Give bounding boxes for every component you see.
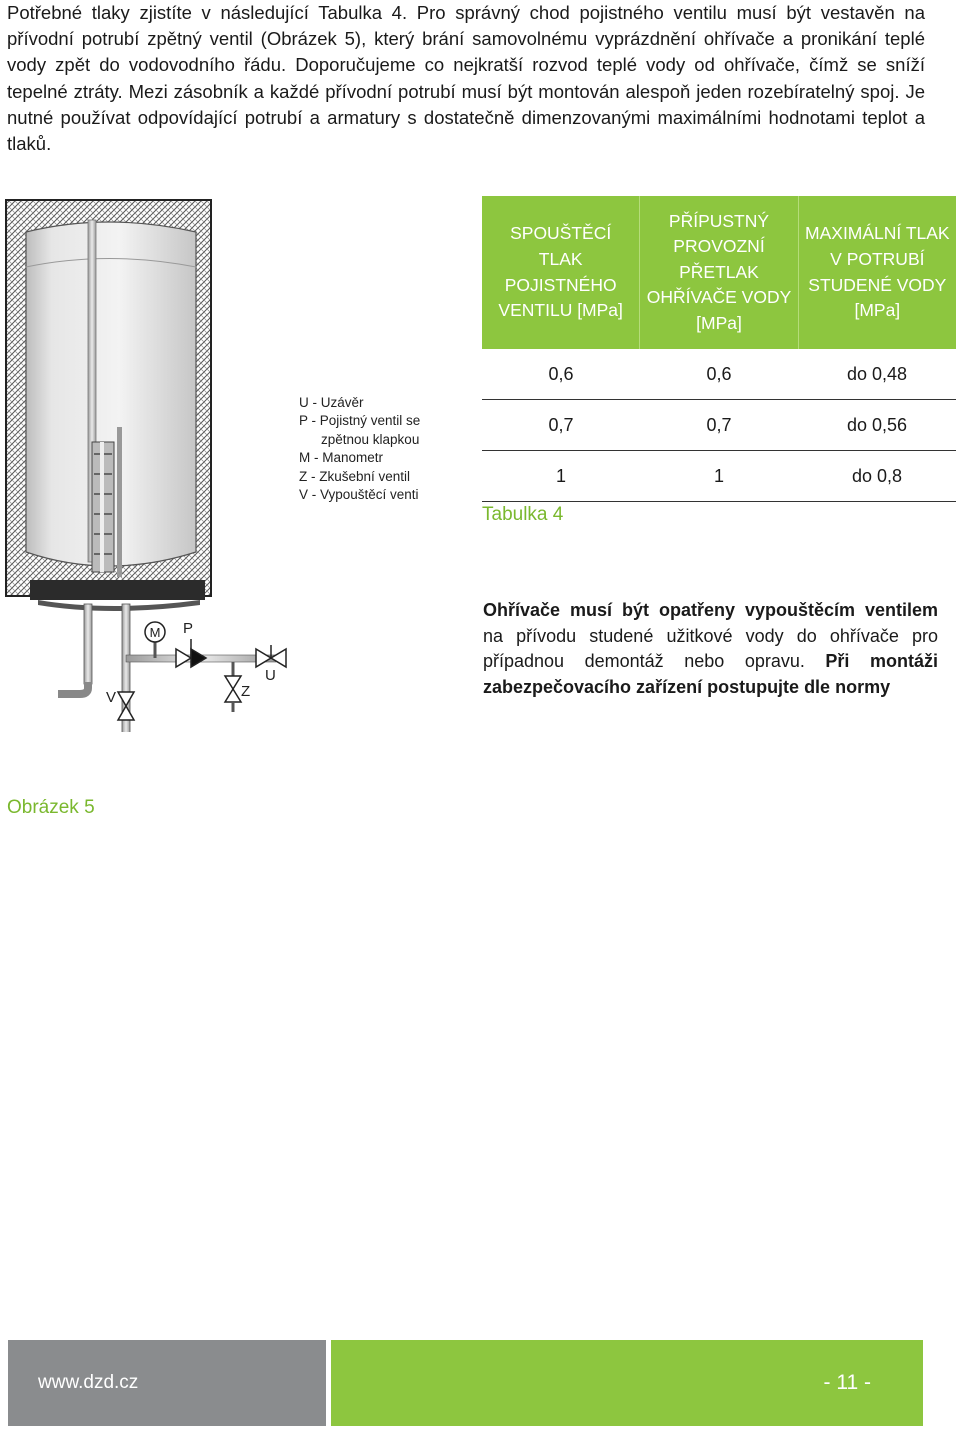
table-caption: Tabulka 4	[482, 504, 564, 525]
table-header-cell: SPOUŠTĚCÍ TLAK POJISTNÉHO VENTILU [MPa]	[482, 196, 640, 349]
table-row	[482, 451, 956, 502]
table-cell: do 0,56	[846, 414, 908, 435]
table-row	[482, 400, 956, 451]
table-cell: 1	[713, 465, 724, 486]
legend-item-v: V - Vypouštěcí venti	[299, 487, 419, 503]
shutoff-valve-label: U	[265, 667, 276, 684]
test-valve-label: Z	[241, 683, 251, 700]
table-cell: do 0,48	[846, 363, 908, 384]
intro-sentence-1: Potřebné tlaky zjistíte v následující Tabulka 4. Pro správný chod pojistného ventilu musí být vestavěn na přívodní potrubí zpětný ventil (Obrázek 5), který brání samovolnému vyprázdnění ohřívače a pronikání teplé vody zpět do vodovodního řádu.	[7, 2, 925, 76]
note-bold-2: Při montáži zabezpečovacího zařízení postupujte dle normy	[483, 651, 938, 697]
footer-website	[8, 1340, 326, 1426]
footer-page-number-box	[331, 1340, 923, 1426]
drain-valve-label: V	[106, 689, 117, 706]
diagram-legend	[299, 394, 429, 504]
legend-item-p: P - Pojistný ventil se	[299, 413, 421, 429]
note-text: na přívodu studené užitkové vody do ohřívače pro případnou demontáž nebo opravu.	[483, 625, 938, 672]
table-cell: 0,7	[706, 414, 732, 435]
footer-url: www.dzd.cz	[38, 1372, 139, 1393]
legend-item-u: U - Uzávěr	[299, 395, 364, 410]
table-cell: 0,6	[548, 363, 574, 384]
pressure-table	[482, 196, 956, 502]
table-header	[482, 196, 956, 349]
intro-sentence-2: Doporučujeme co nejkratší rozvod teplé vody od ohřívače, čímž se sníží tepelné ztráty.	[7, 54, 925, 102]
page-number: - 11 -	[823, 1371, 871, 1394]
intro-sentence-3: Mezi zásobník a každé přívodní potrubí musí být montován alespoň jeden rozebíratelný spoj.	[128, 80, 900, 102]
note-bold-1: Ohřívače musí být opatřeny vypouštěcím ventilem	[483, 600, 938, 620]
table-cell: 1	[555, 465, 566, 486]
manometer-label: M	[149, 625, 161, 640]
intro-text	[7, 0, 925, 157]
table-row	[482, 349, 956, 400]
legend-item-m: M - Manometr	[299, 450, 384, 466]
legend-item-z: Z - Zkušební ventil	[299, 468, 411, 484]
legend-item-p-cont: zpětnou klapkou	[321, 431, 420, 447]
figure-caption: Obrázek 5	[7, 797, 95, 818]
installation-note	[483, 598, 938, 700]
table-cell: 0,7	[548, 414, 574, 435]
table-cell: 0,6	[706, 363, 732, 384]
table-header-cell: MAXIMÁLNÍ TLAK V POTRUBÍ STUDENÉ VODY [MPa]	[805, 223, 950, 321]
table-cell: do 0,8	[851, 465, 903, 486]
table-header-cell: PŘÍPUSTNÝ PROVOZNÍ PŘETLAK OHŘÍVAČE VODY [MPa]	[640, 196, 798, 349]
safety-valve-label: P	[183, 620, 194, 637]
intro-sentence-4: Je nutné používat odpovídající potrubí a armatury s dostatečně dimenzovanými maximálními hodnotami teplot a tlaků.	[7, 80, 925, 155]
